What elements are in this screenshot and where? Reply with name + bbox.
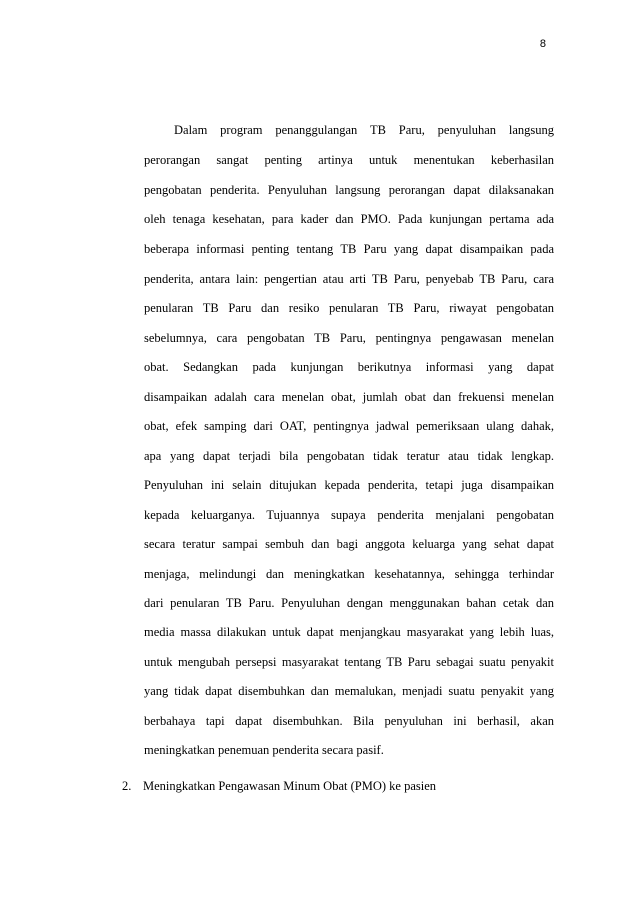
paragraph-line: obat, efek samping dari OAT, pentingnya jadwal pemeriksaan ulang dahak, bbox=[144, 419, 554, 433]
paragraph-line: kepada keluarganya. Tujuannya supaya penderita menjalani pengobatan bbox=[144, 508, 554, 522]
paragraph-line: dari penularan TB Paru. Penyuluhan dengan menggunakan bahan cetak dan bbox=[144, 596, 554, 610]
paragraph-line: media massa dilakukan untuk dapat menjangkau masyarakat yang lebih luas, bbox=[144, 625, 554, 639]
paragraph-line: penularan TB Paru dan resiko penularan TB Paru, riwayat pengobatan bbox=[144, 301, 554, 315]
paragraph-line: pengobatan penderita. Penyuluhan langsung perorangan dapat dilaksanakan bbox=[144, 183, 554, 197]
paragraph-line: perorangan sangat penting artinya untuk menentukan keberhasilan bbox=[144, 153, 554, 167]
paragraph-line: apa yang dapat terjadi bila pengobatan tidak teratur atau tidak lengkap. bbox=[144, 449, 554, 463]
paragraph-line: meningkatkan penemuan penderita secara pasif. bbox=[144, 743, 384, 757]
paragraph-line: yang tidak dapat disembuhkan dan memalukan, menjadi suatu penyakit yang bbox=[144, 684, 554, 698]
list-item-text: Meningkatkan Pengawasan Minum Obat (PMO) ke pasien bbox=[143, 779, 436, 793]
paragraph-line: sebelumnya, cara pengobatan TB Paru, pentingnya pengawasan menelan bbox=[144, 331, 554, 345]
paragraph-line: obat. Sedangkan pada kunjungan berikutnya informasi yang dapat bbox=[144, 360, 554, 374]
paragraph-line: untuk mengubah persepsi masyarakat tentang TB Paru sebagai suatu penyakit bbox=[144, 655, 554, 669]
paragraph-line: oleh tenaga kesehatan, para kader dan PMO. Pada kunjungan pertama ada bbox=[144, 212, 554, 226]
list-item-number: 2. bbox=[122, 779, 132, 793]
paragraph-line: penderita, antara lain: pengertian atau arti TB Paru, penyebab TB Paru, cara bbox=[144, 272, 554, 286]
paragraph-line: Penyuluhan ini selain ditujukan kepada penderita, tetapi juga disampaikan bbox=[144, 478, 554, 492]
paragraph-line: disampaikan adalah cara menelan obat, jumlah obat dan frekuensi menelan bbox=[144, 390, 554, 404]
paragraph-line: berbahaya tapi dapat disembuhkan. Bila penyuluhan ini berhasil, akan bbox=[144, 714, 554, 728]
paragraph-line: Dalam program penanggulangan TB Paru, penyuluhan langsung bbox=[174, 123, 554, 137]
paragraph-line: menjaga, melindungi dan meningkatkan kesehatannya, sehingga terhindar bbox=[144, 567, 554, 581]
paragraph-line: secara teratur sampai sembuh dan bagi anggota keluarga yang sehat dapat bbox=[144, 537, 554, 551]
page-number: 8 bbox=[539, 38, 546, 50]
list-item bbox=[122, 776, 436, 796]
paragraph-line: beberapa informasi penting tentang TB Paru yang dapat disampaikan pada bbox=[144, 242, 554, 256]
